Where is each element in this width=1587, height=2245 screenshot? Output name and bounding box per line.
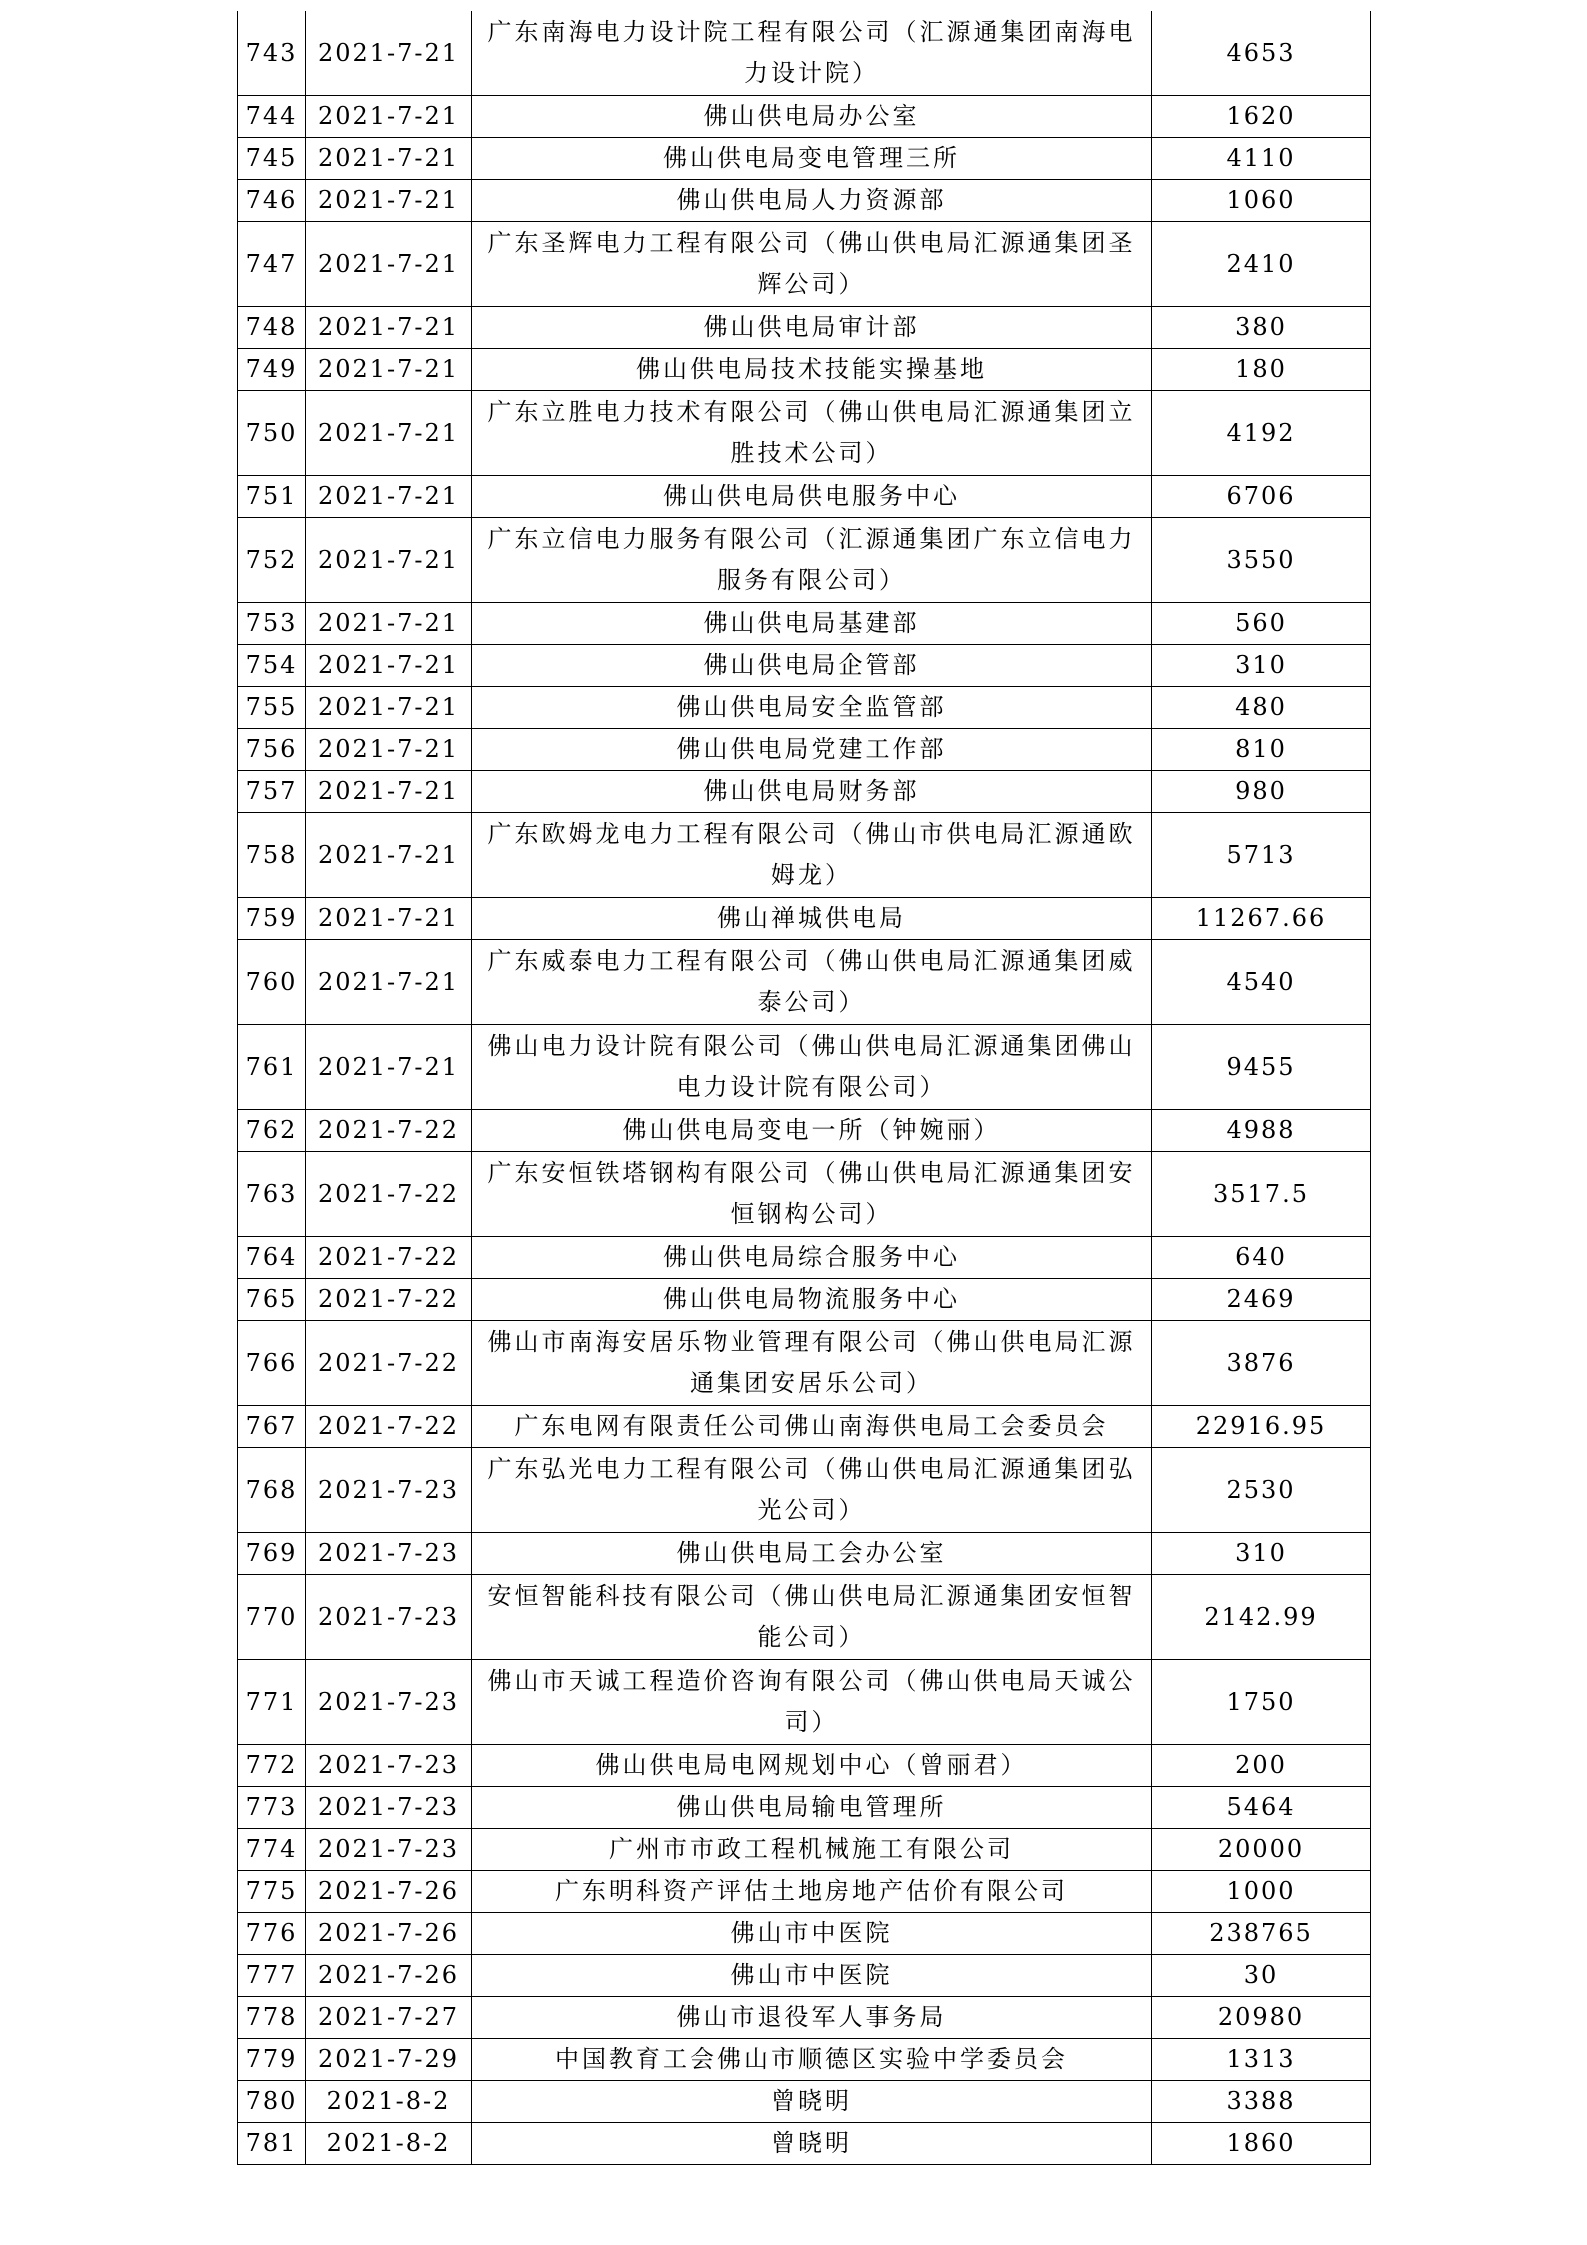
date-cell: 2021-7-23	[306, 1533, 472, 1575]
table-row	[238, 1913, 1371, 1955]
amount-cell: 20980	[1152, 1997, 1371, 2039]
amount-cell: 22916.95	[1152, 1406, 1371, 1448]
date-cell: 2021-7-21	[306, 11, 472, 96]
donor-name-cell: 中国教育工会佛山市顺德区实验中学委员会	[472, 2039, 1152, 2081]
donor-name-cell: 佛山市南海安居乐物业管理有限公司（佛山供电局汇源通集团安居乐公司）	[472, 1321, 1152, 1406]
row-number-cell: 773	[238, 1787, 306, 1829]
amount-cell: 200	[1152, 1745, 1371, 1787]
date-cell: 2021-7-21	[306, 813, 472, 898]
amount-cell: 20000	[1152, 1829, 1371, 1871]
amount-cell: 3388	[1152, 2081, 1371, 2123]
date-cell: 2021-7-23	[306, 1787, 472, 1829]
amount-cell: 480	[1152, 687, 1371, 729]
donor-name-cell: 广州市市政工程机械施工有限公司	[472, 1829, 1152, 1871]
donor-name-cell: 曾晓明	[472, 2081, 1152, 2123]
amount-cell: 4653	[1152, 11, 1371, 96]
table-row	[238, 898, 1371, 940]
table-row	[238, 1321, 1371, 1406]
row-number-cell: 758	[238, 813, 306, 898]
date-cell: 2021-7-21	[306, 138, 472, 180]
table-row	[238, 645, 1371, 687]
amount-cell: 180	[1152, 349, 1371, 391]
amount-cell: 1000	[1152, 1871, 1371, 1913]
donor-name-cell: 佛山供电局电网规划中心（曾丽君）	[472, 1745, 1152, 1787]
row-number-cell: 759	[238, 898, 306, 940]
date-cell: 2021-7-23	[306, 1448, 472, 1533]
row-number-cell: 746	[238, 180, 306, 222]
table-row	[238, 1575, 1371, 1660]
row-number-cell: 743	[238, 11, 306, 96]
date-cell: 2021-7-27	[306, 1997, 472, 2039]
table-row	[238, 1871, 1371, 1913]
donor-name-cell: 佛山供电局安全监管部	[472, 687, 1152, 729]
amount-cell: 5464	[1152, 1787, 1371, 1829]
table-row	[238, 1997, 1371, 2039]
amount-cell: 3550	[1152, 518, 1371, 603]
amount-cell: 1060	[1152, 180, 1371, 222]
table-row	[238, 2123, 1371, 2165]
row-number-cell: 774	[238, 1829, 306, 1871]
amount-cell: 560	[1152, 603, 1371, 645]
table-row	[238, 1279, 1371, 1321]
amount-cell: 310	[1152, 645, 1371, 687]
table-row	[238, 518, 1371, 603]
donor-name-cell: 佛山供电局审计部	[472, 307, 1152, 349]
donor-name-cell: 佛山供电局基建部	[472, 603, 1152, 645]
date-cell: 2021-7-21	[306, 771, 472, 813]
amount-cell: 4540	[1152, 940, 1371, 1025]
row-number-cell: 772	[238, 1745, 306, 1787]
donor-name-cell: 佛山市中医院	[472, 1913, 1152, 1955]
amount-cell: 2469	[1152, 1279, 1371, 1321]
donor-name-cell: 广东立信电力服务有限公司（汇源通集团广东立信电力服务有限公司）	[472, 518, 1152, 603]
row-number-cell: 765	[238, 1279, 306, 1321]
amount-cell: 11267.66	[1152, 898, 1371, 940]
table-row	[238, 771, 1371, 813]
table-row	[238, 1448, 1371, 1533]
row-number-cell: 760	[238, 940, 306, 1025]
donor-name-cell: 广东圣辉电力工程有限公司（佛山供电局汇源通集团圣辉公司）	[472, 222, 1152, 307]
donor-name-cell: 佛山供电局人力资源部	[472, 180, 1152, 222]
date-cell: 2021-7-21	[306, 349, 472, 391]
date-cell: 2021-7-23	[306, 1829, 472, 1871]
donation-table	[237, 11, 1371, 2165]
donor-name-cell: 佛山市天诚工程造价咨询有限公司（佛山供电局天诚公司）	[472, 1660, 1152, 1745]
date-cell: 2021-7-22	[306, 1110, 472, 1152]
table-row	[238, 1660, 1371, 1745]
amount-cell: 4192	[1152, 391, 1371, 476]
amount-cell: 1750	[1152, 1660, 1371, 1745]
date-cell: 2021-7-26	[306, 1871, 472, 1913]
donor-name-cell: 佛山电力设计院有限公司（佛山供电局汇源通集团佛山电力设计院有限公司）	[472, 1025, 1152, 1110]
donor-name-cell: 佛山供电局企管部	[472, 645, 1152, 687]
table-row	[238, 138, 1371, 180]
donor-name-cell: 广东欧姆龙电力工程有限公司（佛山市供电局汇源通欧姆龙）	[472, 813, 1152, 898]
row-number-cell: 744	[238, 96, 306, 138]
date-cell: 2021-7-23	[306, 1660, 472, 1745]
donor-name-cell: 广东威泰电力工程有限公司（佛山供电局汇源通集团威泰公司）	[472, 940, 1152, 1025]
donor-name-cell: 安恒智能科技有限公司（佛山供电局汇源通集团安恒智能公司）	[472, 1575, 1152, 1660]
table-row	[238, 2081, 1371, 2123]
donor-name-cell: 广东立胜电力技术有限公司（佛山供电局汇源通集团立胜技术公司）	[472, 391, 1152, 476]
amount-cell: 1313	[1152, 2039, 1371, 2081]
date-cell: 2021-7-22	[306, 1152, 472, 1237]
donor-name-cell: 佛山市退役军人事务局	[472, 1997, 1152, 2039]
row-number-cell: 778	[238, 1997, 306, 2039]
table-row	[238, 687, 1371, 729]
table-row	[238, 1025, 1371, 1110]
donor-name-cell: 佛山供电局财务部	[472, 771, 1152, 813]
row-number-cell: 761	[238, 1025, 306, 1110]
table-row	[238, 1829, 1371, 1871]
table-row	[238, 349, 1371, 391]
row-number-cell: 750	[238, 391, 306, 476]
amount-cell: 3876	[1152, 1321, 1371, 1406]
date-cell: 2021-7-21	[306, 898, 472, 940]
donor-name-cell: 佛山供电局综合服务中心	[472, 1237, 1152, 1279]
table-row	[238, 1406, 1371, 1448]
donor-name-cell: 佛山市中医院	[472, 1955, 1152, 1997]
row-number-cell: 754	[238, 645, 306, 687]
date-cell: 2021-7-21	[306, 603, 472, 645]
donor-name-cell: 佛山供电局党建工作部	[472, 729, 1152, 771]
donor-name-cell: 广东弘光电力工程有限公司（佛山供电局汇源通集团弘光公司）	[472, 1448, 1152, 1533]
amount-cell: 380	[1152, 307, 1371, 349]
date-cell: 2021-7-21	[306, 518, 472, 603]
table-row	[238, 940, 1371, 1025]
date-cell: 2021-7-22	[306, 1237, 472, 1279]
table-row	[238, 1787, 1371, 1829]
date-cell: 2021-7-26	[306, 1913, 472, 1955]
row-number-cell: 763	[238, 1152, 306, 1237]
date-cell: 2021-7-21	[306, 307, 472, 349]
table-row	[238, 1152, 1371, 1237]
row-number-cell: 777	[238, 1955, 306, 1997]
table-row	[238, 1110, 1371, 1152]
table-row	[238, 1955, 1371, 1997]
date-cell: 2021-7-26	[306, 1955, 472, 1997]
row-number-cell: 747	[238, 222, 306, 307]
table-row	[238, 1533, 1371, 1575]
row-number-cell: 780	[238, 2081, 306, 2123]
table-row	[238, 222, 1371, 307]
date-cell: 2021-7-21	[306, 940, 472, 1025]
date-cell: 2021-7-21	[306, 1025, 472, 1110]
table-row	[238, 603, 1371, 645]
date-cell: 2021-7-21	[306, 180, 472, 222]
date-cell: 2021-7-21	[306, 645, 472, 687]
date-cell: 2021-7-22	[306, 1279, 472, 1321]
table-row	[238, 11, 1371, 96]
amount-cell: 6706	[1152, 476, 1371, 518]
row-number-cell: 764	[238, 1237, 306, 1279]
table-row	[238, 1237, 1371, 1279]
row-number-cell: 768	[238, 1448, 306, 1533]
row-number-cell: 752	[238, 518, 306, 603]
date-cell: 2021-7-29	[306, 2039, 472, 2081]
row-number-cell: 756	[238, 729, 306, 771]
row-number-cell: 776	[238, 1913, 306, 1955]
donor-name-cell: 广东明科资产评估土地房地产估价有限公司	[472, 1871, 1152, 1913]
row-number-cell: 745	[238, 138, 306, 180]
row-number-cell: 767	[238, 1406, 306, 1448]
date-cell: 2021-7-21	[306, 687, 472, 729]
row-number-cell: 757	[238, 771, 306, 813]
table-row	[238, 96, 1371, 138]
amount-cell: 2142.99	[1152, 1575, 1371, 1660]
amount-cell: 310	[1152, 1533, 1371, 1575]
donor-name-cell: 曾晓明	[472, 2123, 1152, 2165]
table-row	[238, 391, 1371, 476]
date-cell: 2021-8-2	[306, 2123, 472, 2165]
donor-name-cell: 佛山供电局工会办公室	[472, 1533, 1152, 1575]
table-row	[238, 813, 1371, 898]
donor-name-cell: 广东电网有限责任公司佛山南海供电局工会委员会	[472, 1406, 1152, 1448]
donor-name-cell: 佛山供电局变电一所（钟婉丽）	[472, 1110, 1152, 1152]
date-cell: 2021-7-21	[306, 222, 472, 307]
donor-name-cell: 佛山供电局物流服务中心	[472, 1279, 1152, 1321]
amount-cell: 238765	[1152, 1913, 1371, 1955]
row-number-cell: 749	[238, 349, 306, 391]
amount-cell: 980	[1152, 771, 1371, 813]
table-row	[238, 729, 1371, 771]
row-number-cell: 751	[238, 476, 306, 518]
amount-cell: 2530	[1152, 1448, 1371, 1533]
amount-cell: 3517.5	[1152, 1152, 1371, 1237]
table-row	[238, 1745, 1371, 1787]
donor-name-cell: 佛山禅城供电局	[472, 898, 1152, 940]
date-cell: 2021-8-2	[306, 2081, 472, 2123]
table-row	[238, 307, 1371, 349]
donor-name-cell: 佛山供电局变电管理三所	[472, 138, 1152, 180]
date-cell: 2021-7-22	[306, 1321, 472, 1406]
amount-cell: 640	[1152, 1237, 1371, 1279]
amount-cell: 30	[1152, 1955, 1371, 1997]
table-row	[238, 476, 1371, 518]
row-number-cell: 775	[238, 1871, 306, 1913]
date-cell: 2021-7-23	[306, 1575, 472, 1660]
row-number-cell: 748	[238, 307, 306, 349]
amount-cell: 2410	[1152, 222, 1371, 307]
amount-cell: 5713	[1152, 813, 1371, 898]
row-number-cell: 771	[238, 1660, 306, 1745]
row-number-cell: 770	[238, 1575, 306, 1660]
donor-name-cell: 广东南海电力设计院工程有限公司（汇源通集团南海电力设计院）	[472, 11, 1152, 96]
date-cell: 2021-7-21	[306, 391, 472, 476]
row-number-cell: 766	[238, 1321, 306, 1406]
amount-cell: 1860	[1152, 2123, 1371, 2165]
date-cell: 2021-7-21	[306, 729, 472, 771]
donation-table-body	[238, 11, 1371, 2165]
row-number-cell: 762	[238, 1110, 306, 1152]
amount-cell: 810	[1152, 729, 1371, 771]
row-number-cell: 753	[238, 603, 306, 645]
date-cell: 2021-7-22	[306, 1406, 472, 1448]
donor-name-cell: 佛山供电局供电服务中心	[472, 476, 1152, 518]
row-number-cell: 781	[238, 2123, 306, 2165]
donation-record-sheet	[237, 11, 1370, 2165]
amount-cell: 4110	[1152, 138, 1371, 180]
date-cell: 2021-7-21	[306, 96, 472, 138]
date-cell: 2021-7-21	[306, 476, 472, 518]
row-number-cell: 755	[238, 687, 306, 729]
donor-name-cell: 广东安恒铁塔钢构有限公司（佛山供电局汇源通集团安恒钢构公司）	[472, 1152, 1152, 1237]
row-number-cell: 779	[238, 2039, 306, 2081]
donor-name-cell: 佛山供电局办公室	[472, 96, 1152, 138]
amount-cell: 4988	[1152, 1110, 1371, 1152]
amount-cell: 9455	[1152, 1025, 1371, 1110]
date-cell: 2021-7-23	[306, 1745, 472, 1787]
table-row	[238, 180, 1371, 222]
amount-cell: 1620	[1152, 96, 1371, 138]
table-row	[238, 2039, 1371, 2081]
row-number-cell: 769	[238, 1533, 306, 1575]
donor-name-cell: 佛山供电局技术技能实操基地	[472, 349, 1152, 391]
donor-name-cell: 佛山供电局输电管理所	[472, 1787, 1152, 1829]
